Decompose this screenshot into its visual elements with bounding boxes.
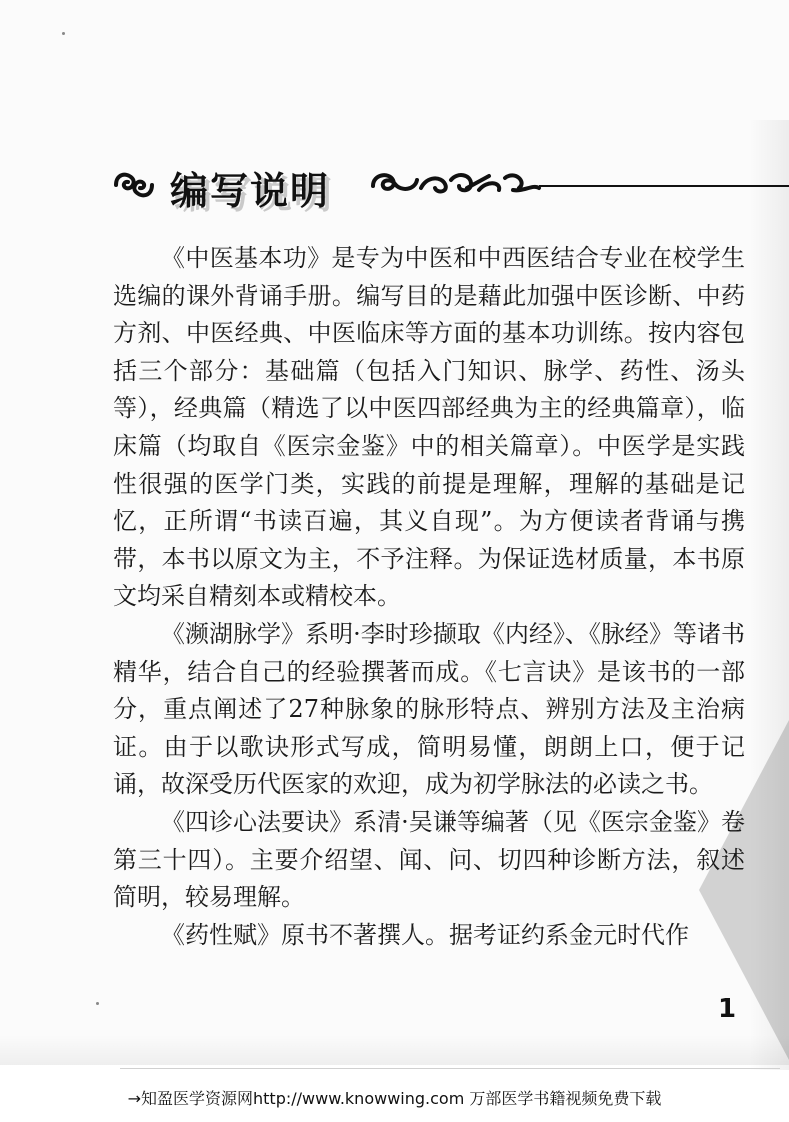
paragraph: 《四诊心法要诀》系清·吴谦等编著（见《医宗金鉴》卷第三十四）。主要介绍望、闻、问、切四种诊断方法，叙述简明，较易理解。 [113, 807, 745, 912]
paragraph: 《药性赋》原书不著撰人。据考证约系金元时代作 [161, 920, 689, 949]
page-title: 编写说明 [170, 169, 331, 213]
footer-watermark-text: →知盈医学资源网http://www.knowwing.com 万部医学书籍视频免费下载 [127, 1089, 662, 1108]
scan-speck [62, 32, 65, 35]
paragraph: 《中医基本功》是专为中医和中西医结合专业在校学生选编的课外背诵手册。编写目的是藉此加强中医诊断、中药方剂、中医经典、中医临床等方面的基本功训练。按内容包括三个部分：基础篇（包括入门知识、脉学、药性、汤头等），经典篇（精选了以中医四部经典为主的经典篇章），临床篇（均取自《医宗金鉴》中的相关篇章）。中医学是实践性很强的医学门类，实践的前提是理解，理解的基础是记忆，正所谓“书读百遍，其义自现”。为方便读者背诵与携带，本书以原文为主，不予注释。为保证选材质量，本书原文均采自精刻本或精校本。 [113, 244, 745, 611]
paragraph: 《濒湖脉学》系明·李时珍撷取《内经》、《脉经》等诸书精华，结合自己的经验撰著而成。《七言诀》是该书的一部分，重点阐述了27种脉象的脉形特点、辨别方法及主治病证。由于以歌诀形式写成，简明易懂，朗朗上口，便于记诵，故深受历代医家的欢迎，成为初学脉法的必读之书。 [113, 619, 745, 799]
section-heading [112, 160, 712, 212]
page-number: 1 [718, 994, 737, 1024]
scroll-ornament-icon [367, 166, 789, 202]
body-text [113, 240, 745, 954]
page-shadow-bottom [0, 1035, 789, 1065]
scan-speck [96, 1002, 99, 1005]
decorative-bracket-icon [112, 168, 156, 202]
footer-divider [120, 1068, 780, 1069]
